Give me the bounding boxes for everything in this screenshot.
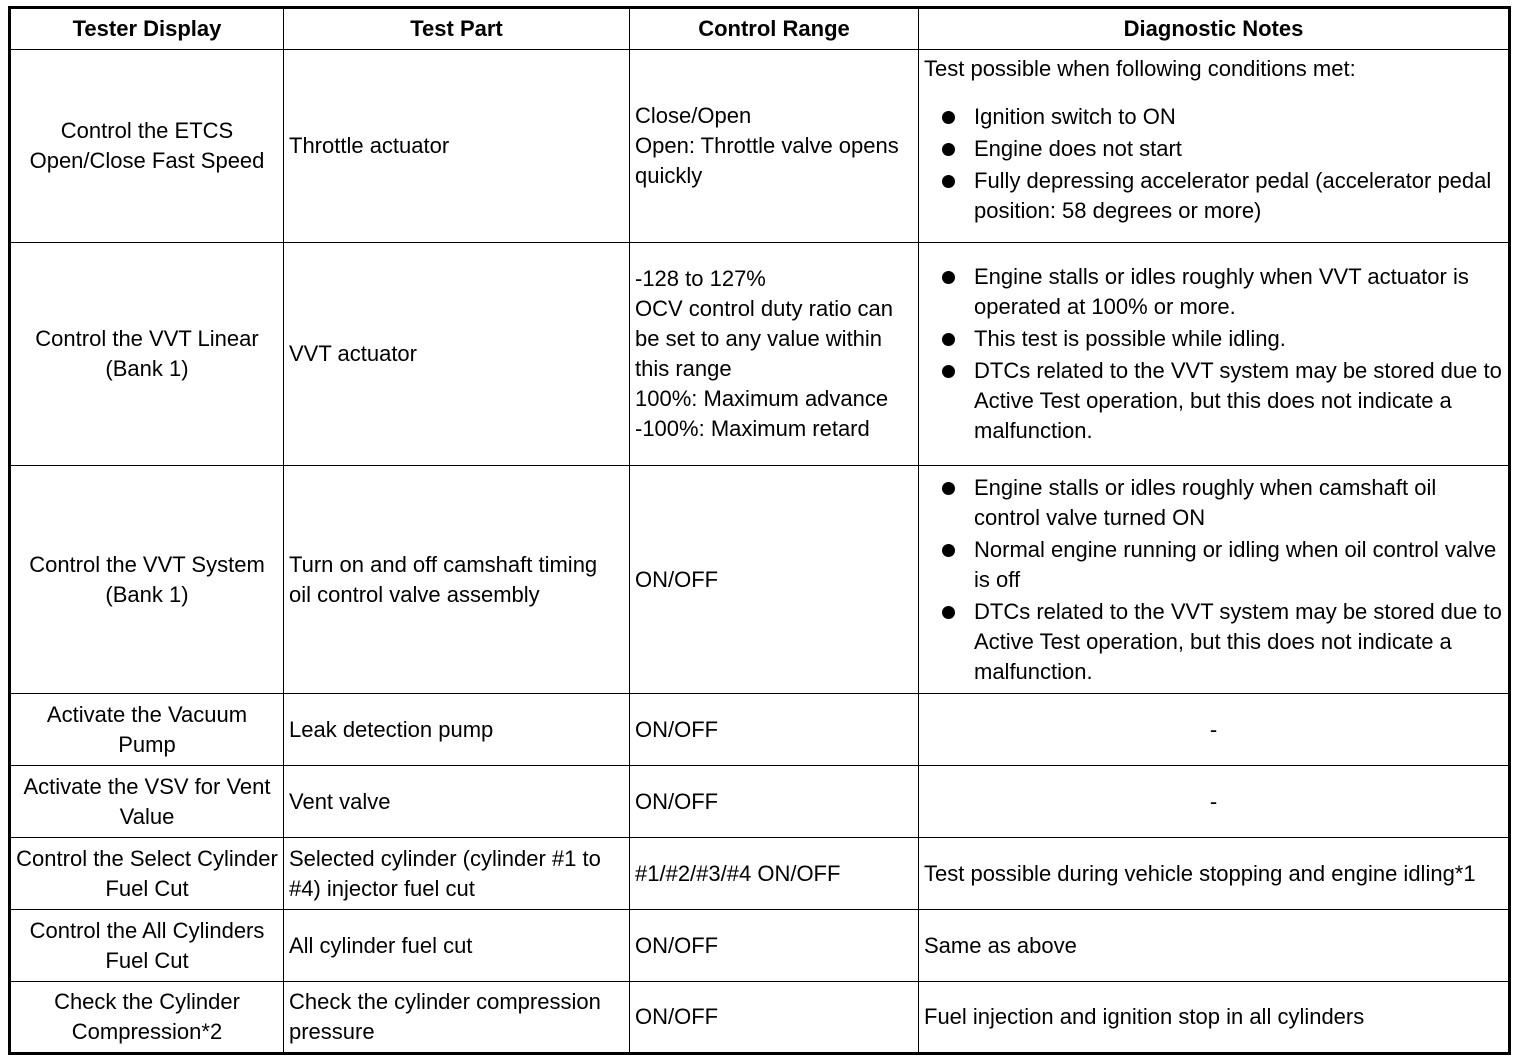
diagnostic-notes-cell: - bbox=[919, 766, 1510, 838]
tester-display-cell: Control the VVT Linear (Bank 1) bbox=[10, 243, 284, 466]
header-tester-display: Tester Display bbox=[10, 8, 284, 50]
control-range-cell: #1/#2/#3/#4 ON/OFF bbox=[630, 838, 919, 910]
active-test-table bbox=[8, 6, 1511, 1055]
tester-display-cell: Control the All Cylinders Fuel Cut bbox=[10, 910, 284, 982]
bullet-text: This test is possible while idling. bbox=[974, 326, 1286, 351]
table-row bbox=[10, 766, 1510, 838]
test-part-cell: Check the cylinder compression pressure bbox=[284, 982, 630, 1054]
bullet-dot-icon bbox=[942, 365, 955, 378]
bullet-text: DTCs related to the VVT system may be stored due to Active Test operation, but this does not indicate a malfunction. bbox=[974, 598, 1502, 684]
bullet-text: Engine does not start bbox=[974, 136, 1182, 161]
tester-display-cell: Control the Select Cylinder Fuel Cut bbox=[10, 838, 284, 910]
table-row bbox=[10, 910, 1510, 982]
control-range-line: OCV control duty ratio can be set to any value within this range bbox=[635, 296, 894, 381]
notes-bullet-list bbox=[924, 473, 1503, 687]
test-part-cell: All cylinder fuel cut bbox=[284, 910, 630, 982]
table-row bbox=[10, 982, 1510, 1054]
bullet-dot-icon bbox=[942, 111, 955, 124]
bullet-dot-icon bbox=[942, 333, 955, 346]
control-range-cell bbox=[630, 50, 919, 243]
table-row bbox=[10, 694, 1510, 766]
control-range-cell: ON/OFF bbox=[630, 466, 919, 694]
tester-display-cell: Control the VVT System (Bank 1) bbox=[10, 466, 284, 694]
bullet-dot-icon bbox=[942, 482, 955, 495]
bullet-text: DTCs related to the VVT system may be stored due to Active Test operation, but this does not indicate a malfunction. bbox=[974, 358, 1502, 443]
tester-display-cell: Activate the VSV for Vent Value bbox=[10, 766, 284, 838]
tester-display-cell: Check the Cylinder Compression*2 bbox=[10, 982, 284, 1054]
header-diagnostic-notes: Diagnostic Notes bbox=[919, 8, 1510, 50]
test-part-cell: Throttle actuator bbox=[284, 50, 630, 243]
diagnostic-notes-cell bbox=[919, 466, 1510, 694]
header-test-part: Test Part bbox=[284, 8, 630, 50]
table-row bbox=[10, 243, 1510, 466]
table-header-row bbox=[10, 8, 1510, 50]
control-range-line: -128 to 127% bbox=[635, 266, 766, 291]
notes-bullet-item bbox=[924, 166, 1503, 226]
control-range-cell: ON/OFF bbox=[630, 766, 919, 838]
bullet-text: Fully depressing accelerator pedal (accelerator pedal position: 58 degrees or more) bbox=[974, 168, 1492, 223]
tester-display-cell: Activate the Vacuum Pump bbox=[10, 694, 284, 766]
notes-bullet-item bbox=[924, 356, 1503, 446]
bullet-text: Engine stalls or idles roughly when camshaft oil control valve turned ON bbox=[974, 474, 1437, 530]
notes-bullet-item bbox=[924, 134, 1503, 164]
notes-bullet-item bbox=[924, 535, 1503, 595]
diagnostic-notes-cell: Fuel injection and ignition stop in all cylinders bbox=[919, 982, 1510, 1054]
header-control-range: Control Range bbox=[630, 8, 919, 50]
notes-bullet-item bbox=[924, 597, 1503, 687]
bullet-text: Engine stalls or idles roughly when VVT actuator is operated at 100% or more. bbox=[974, 264, 1469, 319]
test-part-cell: Vent valve bbox=[284, 766, 630, 838]
table-row bbox=[10, 466, 1510, 694]
control-range-cell: ON/OFF bbox=[630, 694, 919, 766]
table-row bbox=[10, 50, 1510, 243]
test-part-cell: Leak detection pump bbox=[284, 694, 630, 766]
diagnostic-notes-cell: Test possible during vehicle stopping and engine idling*1 bbox=[919, 838, 1510, 910]
bullet-dot-icon bbox=[942, 606, 955, 619]
bullet-dot-icon bbox=[942, 175, 955, 188]
notes-bullet-item bbox=[924, 473, 1503, 533]
bullet-dot-icon bbox=[942, 143, 955, 156]
control-range-line: Open: Throttle valve opens quickly bbox=[635, 133, 899, 188]
bullet-dot-icon bbox=[942, 544, 955, 557]
notes-intro: Test possible when following conditions met: bbox=[924, 56, 1356, 81]
bullet-text: Normal engine running or idling when oil control valve is off bbox=[974, 536, 1497, 592]
diagnostic-notes-cell bbox=[919, 243, 1510, 466]
notes-bullet-list bbox=[924, 262, 1503, 446]
control-range-line: -100%: Maximum retard bbox=[635, 416, 870, 441]
test-part-cell: Selected cylinder (cylinder #1 to #4) injector fuel cut bbox=[284, 838, 630, 910]
control-range-cell: ON/OFF bbox=[630, 910, 919, 982]
notes-bullet-list bbox=[924, 102, 1503, 226]
diagnostic-notes-cell: Same as above bbox=[919, 910, 1510, 982]
diagnostic-notes-cell: - bbox=[919, 694, 1510, 766]
control-range-cell: ON/OFF bbox=[630, 982, 919, 1054]
control-range-line: Close/Open bbox=[635, 103, 752, 128]
table-row bbox=[10, 838, 1510, 910]
test-part-cell: VVT actuator bbox=[284, 243, 630, 466]
bullet-dot-icon bbox=[942, 271, 955, 284]
notes-bullet-item bbox=[924, 102, 1503, 132]
notes-bullet-item bbox=[924, 324, 1503, 354]
test-part-cell: Turn on and off camshaft timing oil control valve assembly bbox=[284, 466, 630, 694]
bullet-text: Ignition switch to ON bbox=[974, 104, 1176, 129]
control-range-cell bbox=[630, 243, 919, 466]
control-range-line: 100%: Maximum advance bbox=[635, 386, 889, 411]
tester-display-cell: Control the ETCS Open/Close Fast Speed bbox=[10, 50, 284, 243]
diagnostic-notes-cell bbox=[919, 50, 1510, 243]
notes-bullet-item bbox=[924, 262, 1503, 322]
